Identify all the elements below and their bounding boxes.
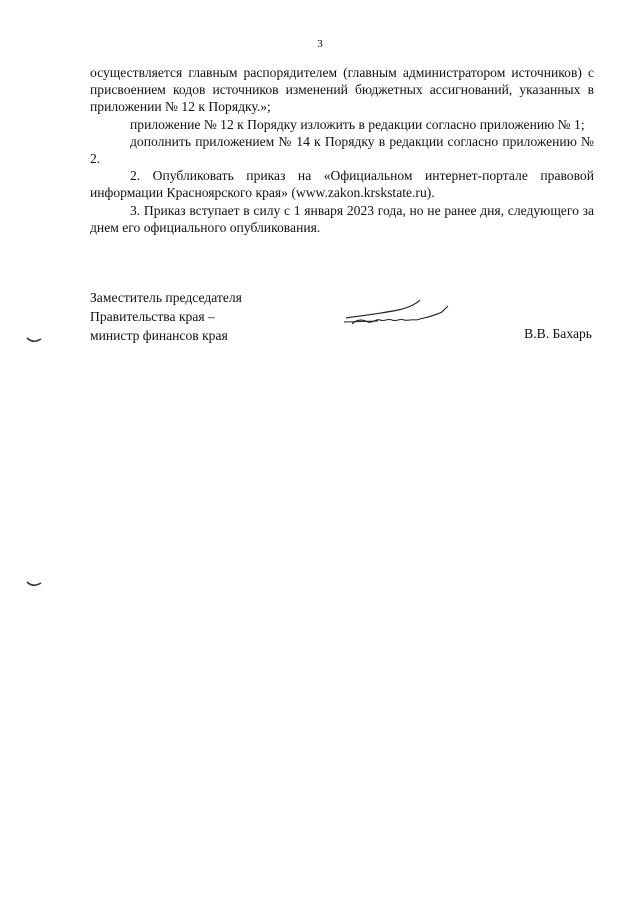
signatory-name: В.В. Бахарь [524, 326, 592, 341]
paragraph-2: приложение № 12 к Порядку изложить в редакции согласно приложению № 1; [130, 116, 585, 132]
signatory-title-line-3: министр финансов края [90, 328, 228, 343]
document-body [90, 64, 594, 236]
paragraph-1: осуществляется главным распорядителем (главным администратором источников) с присвоением кодов источников изменений бюджетных ассигнований, указанных в приложении № 12 к Порядку.»; [90, 65, 594, 115]
signatory-title-line-2: Правительства края – [90, 309, 215, 324]
signatory-title-line-1: Заместитель председателя [90, 290, 242, 305]
binder-hole-mark [26, 580, 42, 588]
page-number: 3 [317, 38, 323, 50]
signatory-title [90, 288, 242, 345]
binder-hole-mark [26, 336, 42, 344]
paragraph-4: 2. Опубликовать приказ на «Официальном интернет-портале правовой информации Красноярского края» (www.zakon.krskstate.ru). [90, 168, 594, 201]
handwritten-signature [338, 288, 458, 332]
paragraph-3: дополнить приложением № 14 к Порядку в редакции согласно приложению № 2. [90, 133, 594, 167]
paragraph-5: 3. Приказ вступает в силу с 1 января 2023 года, но не ранее дня, следующего за днем его официального опубликования. [90, 202, 594, 235]
